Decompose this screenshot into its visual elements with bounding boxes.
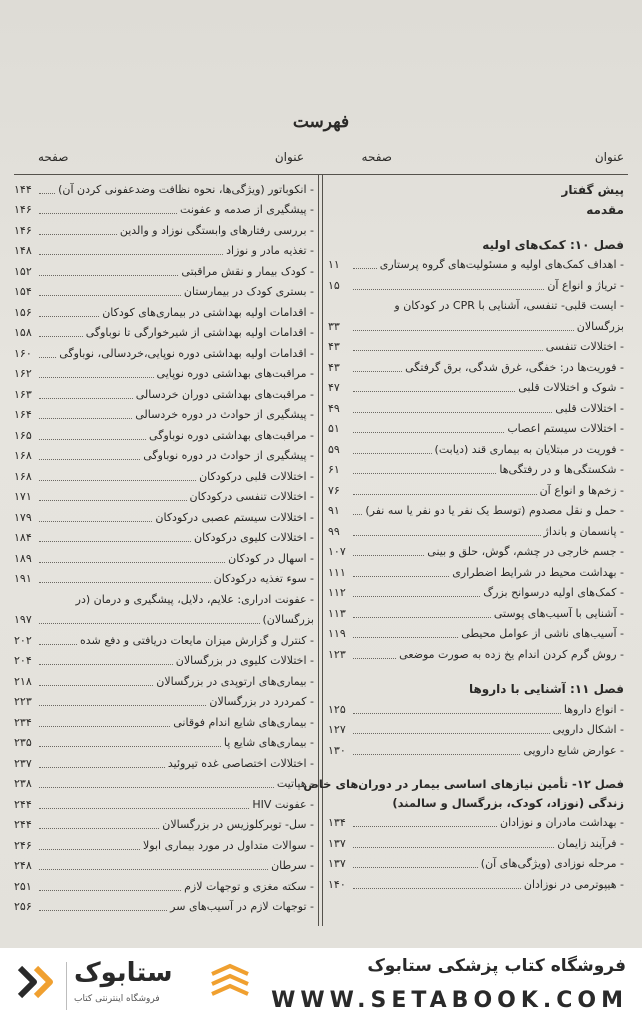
toc-entry-text: - اقدامات اولیه بهداشتی در بیماری‌های کودکان: [102, 305, 314, 319]
toc-page-number: ۱۴۸: [14, 244, 32, 257]
toc-entry-text: - توجهات لازم در آسیب‌های سر: [170, 900, 314, 913]
toc-entry-text: - پانسمان و بانداژ: [543, 524, 624, 538]
toc-page-number: ۲۳۴: [14, 715, 32, 729]
toc-entry-text: - مراقبت‌های بهداشتی دوره نوباوگی: [149, 428, 314, 442]
toc-page-number: ۱۶۵: [14, 428, 32, 442]
toc-entry-text: - کودک بیمار و نقش مراقبتی: [181, 264, 314, 278]
toc-entry-text: - اقدامات اولیه بهداشتی از شیرخوارگی تا نوباوگی: [85, 326, 314, 339]
toc-page-number: ۴۷: [328, 381, 340, 394]
toc-page-number: ۱۲۵: [328, 702, 346, 716]
toc-entry-text: - بهداشت محیط در شرایط اضطراری: [452, 565, 624, 579]
toc-page-number: ۲۳۵: [14, 736, 32, 749]
toc-entry-text: - عفونت HIV: [252, 797, 314, 811]
toc-page-number: ۱۰۷: [328, 545, 346, 558]
toc-right-column: [303, 176, 624, 892]
dot-leader: [39, 890, 181, 891]
toc-entry-text: - اختلالات سیستم عصبی درکودکان: [155, 510, 314, 524]
toc-page-number: ۱۳۴: [328, 816, 346, 829]
toc-page-number: ۱۷۱: [14, 490, 32, 503]
toc-entry: [328, 354, 624, 375]
toc-page-number: ۲۵۱: [14, 879, 32, 893]
dot-leader: [39, 562, 225, 563]
dot-leader: [39, 808, 249, 809]
toc-entry-text: - اختلالات کلیوی درکودکان: [193, 531, 314, 544]
logo-divider: [66, 962, 67, 1010]
toc-entry: [14, 627, 314, 648]
toc-entry-text: - اشکال دارویی: [552, 723, 624, 736]
dot-leader: [353, 412, 552, 413]
toc-entry: [14, 320, 314, 341]
toc-entry: [14, 443, 314, 464]
logo-tagline: فروشگاه اینترنتی کتاب: [74, 994, 160, 1004]
toc-entry: [328, 313, 624, 334]
toc-page-number: ۱۲۷: [328, 723, 346, 736]
toc-entry: [14, 832, 314, 853]
toc-entry-text: - اختلالات کلیوی در بزرگسالان: [175, 654, 314, 667]
dot-leader: [39, 459, 140, 460]
toc-entry-text: - مرحله نوزادی (ویژگی‌های آن): [480, 857, 624, 870]
column-divider-inner: [322, 174, 323, 926]
toc-entry-text: - اختلالات اختصاصی غده تیروئید: [167, 756, 314, 770]
toc-entry-text: - سوالات متداول در مورد بیماری ابولا: [143, 838, 314, 852]
dot-leader: [353, 658, 396, 659]
toc-entry: [328, 810, 624, 831]
toc-entry: [14, 299, 314, 320]
toc-entry: [328, 600, 624, 621]
toc-entry: [328, 641, 624, 662]
chapter-heading: [328, 676, 624, 697]
toc-entry-text: - مراقبت‌های بهداشتی دوران خردسالی: [135, 387, 314, 401]
toc-entry: [14, 504, 314, 525]
toc-page-number: ۳۳: [328, 319, 340, 333]
chapter-heading-text: فصل ۱۰: کمک‌های اولیه: [482, 237, 624, 252]
logo-chevron-icon: [14, 962, 58, 1002]
toc-entry-text: - حمل و نقل مصدوم (توسط یک نفر یا دو نفر یا سه نفر): [365, 504, 624, 517]
chapter-heading: [328, 791, 624, 810]
dot-leader: [353, 888, 521, 889]
toc-entry-text: - شوک و اختلالات قلبی: [518, 381, 624, 394]
toc-page-number: ۱۶۸: [14, 469, 32, 483]
dot-leader: [39, 377, 154, 378]
toc-entry: [14, 545, 314, 566]
toc-page-number: ۹۱: [328, 504, 340, 517]
left-col-page-header: صفحه: [38, 150, 69, 164]
toc-entry: [14, 791, 314, 812]
dot-leader: [39, 336, 83, 337]
dot-leader: [39, 295, 181, 296]
toc-entry-text: - بیماری‌های شایع پا: [223, 736, 314, 749]
toc-entry-text: - بررسی رفتارهای وابستگی نوزاد و والدین: [119, 223, 314, 237]
dot-leader: [353, 371, 402, 372]
toc-page-number: ۴۳: [328, 340, 340, 353]
dot-leader: [39, 582, 211, 583]
toc-page-number: ۱۵۴: [14, 285, 32, 298]
chapter-heading: [328, 197, 624, 218]
toc-entry: [14, 771, 314, 792]
dot-leader: [39, 418, 132, 419]
toc-entry: [328, 272, 624, 293]
chapter-heading-text: پیش گفتار: [561, 182, 624, 197]
chapter-heading: [328, 176, 624, 197]
toc-page-number: ۱۱۹: [328, 627, 346, 640]
toc-entry: [328, 395, 624, 416]
toc-entry: [14, 853, 314, 874]
dot-leader: [39, 254, 223, 255]
toc-entry: [14, 812, 314, 833]
dot-leader: [39, 541, 191, 542]
toc-entry-text: - اختلالات قلبی: [555, 401, 624, 415]
toc-entry-text: - جسم خارجی در چشم، گوش، حلق و بینی: [427, 545, 624, 558]
dot-leader: [39, 500, 187, 501]
toc-entry: [328, 252, 624, 273]
dot-leader: [353, 576, 449, 577]
toc-entry: [14, 709, 314, 730]
dot-leader: [39, 357, 56, 358]
toc-page-number: ۱۶۰: [14, 346, 32, 360]
toc-entry: [328, 375, 624, 396]
toc-page-number: ۱۵۲: [14, 264, 32, 278]
toc-entry: [328, 621, 624, 642]
toc-entry: [328, 457, 624, 478]
toc-entry-text: - پیشگیری از حوادث در دوره نوباوگی: [143, 449, 314, 462]
toc-entry: [328, 559, 624, 580]
toc-entry: [14, 607, 314, 628]
toc-entry-text: - پیشگیری از صدمه و عفونت: [180, 203, 314, 216]
toc-page-number: ۲۴۴: [14, 797, 32, 811]
toc-entry-text: - تغذیه مادر و نوزاد: [226, 244, 314, 257]
toc-page-number: ۱۱۱: [328, 565, 346, 579]
dot-leader: [39, 193, 55, 194]
logo-wordmark: ستابوک: [74, 958, 173, 988]
toc-entry: [14, 566, 314, 587]
toc-entry-text: - بهداشت مادران و نوزادان: [500, 816, 624, 829]
dot-leader: [353, 330, 574, 331]
toc-entry-continued: [14, 586, 314, 607]
toc-entry-text: - بیماری‌های شایع اندام فوقانی: [173, 715, 314, 729]
toc-entry-text: - عفونت ادراری: علایم، دلایل، پیشگیری و درمان (در: [75, 592, 314, 606]
chapter-heading: [328, 231, 624, 252]
bleed-through-texture: [40, 30, 600, 120]
page-title: فهرست: [292, 112, 350, 132]
chapter-heading-text: زندگی (نوزاد، کودک، بزرگسال و سالمند): [392, 795, 624, 810]
toc-entry-text: - انکوباتور (ویژگی‌ها، نحوه نظافت وضدعفونی کردن آن): [58, 182, 314, 196]
toc-left-column: [14, 176, 314, 914]
dot-leader: [39, 910, 167, 911]
dot-leader: [39, 439, 146, 440]
toc-entry: [328, 539, 624, 560]
toc-entry: [14, 361, 314, 382]
dot-leader: [353, 867, 478, 868]
toc-entry-text: - آسیب‌های ناشی از عوامل محیطی: [461, 627, 624, 640]
dot-leader: [39, 623, 260, 624]
toc-page-number: ۱۴۶: [14, 223, 32, 237]
dot-leader: [39, 213, 177, 214]
toc-entry: [328, 871, 624, 892]
dot-leader: [39, 644, 77, 645]
toc-entry-text: - آشنایی با آسیب‌های پوستی: [493, 606, 624, 620]
toc-page-number: ۱۴۶: [14, 203, 32, 216]
dot-leader: [39, 275, 178, 276]
store-logo: [14, 958, 184, 1016]
dot-leader: [353, 847, 554, 848]
toc-entry-text: - اقدامات اولیه بهداشتی دوره نوپایی،خردسالی، نوباوگی: [59, 346, 314, 360]
toc-page-number: ۲۰۴: [14, 654, 32, 667]
toc-page-number: ۱۸۹: [14, 551, 32, 565]
toc-entry-text: - شکستگی‌ها و در رفتگی‌ها: [499, 463, 624, 476]
toc-page-number: ۹۹: [328, 524, 340, 538]
dot-leader: [39, 746, 221, 747]
toc-entry: [14, 873, 314, 894]
dot-leader: [353, 713, 561, 714]
toc-entry: [14, 402, 314, 423]
toc-page-number: ۱۶۸: [14, 449, 32, 462]
dot-leader: [39, 787, 274, 788]
toc-page-number: ۱۵: [328, 278, 340, 292]
toc-entry: [14, 197, 314, 218]
dot-leader: [353, 453, 432, 454]
toc-entry-text: بزرگسالان: [576, 319, 624, 333]
dot-leader: [353, 596, 480, 597]
toc-page-number: ۱۶۲: [14, 367, 32, 380]
toc-page-number: ۲۴۸: [14, 859, 32, 872]
toc-page-number: ۱۴۰: [328, 877, 346, 891]
toc-entry-text: - کنترل و گزارش میزان مایعات دریافتی و دفع شده: [80, 633, 314, 647]
toc-entry: [14, 258, 314, 279]
dot-leader: [39, 849, 140, 850]
toc-page-number: ۲۴۶: [14, 838, 32, 852]
toc-page-number: ۱۹۱: [14, 572, 32, 585]
toc-entry-text: - اختلالات تنفسی درکودکان: [189, 490, 314, 503]
toc-page-number: ۲۰۲: [14, 633, 32, 647]
chapter-heading-text: مقدمه: [586, 203, 624, 217]
dot-leader: [353, 494, 537, 495]
toc-page-number: ۶۱: [328, 463, 340, 476]
toc-entry: [14, 463, 314, 484]
toc-entry-text: - هپاتیت: [276, 777, 314, 790]
column-divider: [318, 174, 319, 926]
toc-entry-text: - بیماری‌های ارتوپدی در بزرگسالان: [156, 674, 314, 688]
store-name: فروشگاه کتاب پزشکی ستابوک: [367, 956, 626, 976]
dot-leader: [39, 521, 152, 522]
toc-entry-text: - بستری کودک در بیمارستان: [183, 285, 314, 298]
store-banner: [0, 948, 642, 1024]
dot-leader: [39, 767, 165, 768]
dot-leader: [39, 685, 153, 686]
toc-entry-text: - اهداف کمک‌های اولیه و مسئولیت‌های گروه پرستاری: [379, 258, 624, 271]
toc-entry: [328, 416, 624, 437]
toc-page-number: ۲۳۸: [14, 777, 32, 790]
store-url[interactable]: WWW.SETABOOK.COM: [271, 988, 628, 1013]
toc-page-number: ۵۹: [328, 442, 340, 456]
toc-page-number: ۴۹: [328, 401, 340, 415]
toc-entry-text: - ایست قلبی- تنفسی، آشنایی با CPR در کودکان و: [394, 299, 624, 312]
toc-entry: [14, 894, 314, 915]
toc-page-number: ۱۳۰: [328, 743, 346, 757]
toc-entry-text: - اختلالات تنفسی: [545, 340, 624, 353]
toc-entry: [328, 717, 624, 738]
section-gap: [328, 217, 624, 231]
toc-page-number: ۱۱: [328, 258, 340, 271]
toc-page-number: ۱۳۷: [328, 857, 346, 870]
toc-page-number: ۱۱۲: [328, 586, 346, 599]
dot-leader: [39, 664, 173, 665]
dot-leader: [353, 733, 550, 734]
toc-entry: [14, 750, 314, 771]
dot-leader: [39, 869, 268, 870]
dot-leader: [39, 316, 99, 317]
toc-entry-text: - روش گرم کردن اندام یخ زده به صورت موضعی: [399, 647, 624, 661]
toc-entry-text: - اختلالات سیستم اعصاب: [507, 422, 624, 435]
toc-entry: [328, 498, 624, 519]
toc-page-number: ۲۵۶: [14, 900, 32, 913]
dot-leader: [39, 480, 196, 481]
toc-page-number: ۱۱۳: [328, 606, 346, 620]
chapter-heading-text: فصل ۱۲- تأمین نیازهای اساسی بیمار در دوران‌های خاص: [303, 776, 624, 791]
toc-entry: [14, 484, 314, 505]
toc-page-number: ۱۵۶: [14, 305, 32, 319]
toc-entry-text: - انواع داروها: [563, 702, 624, 716]
dot-leader: [353, 350, 543, 351]
toc-entry-text: - عوارض شایع دارویی: [523, 743, 624, 757]
toc-entry: [14, 238, 314, 259]
toc-page-number: ۱۶۳: [14, 387, 32, 401]
toc-entry: [328, 737, 624, 758]
toc-entry: [328, 477, 624, 498]
toc-entry: [14, 381, 314, 402]
toc-entry-text: - سکته مغزی و توجهات لازم: [184, 879, 314, 893]
toc-entry: [328, 334, 624, 355]
toc-entry-text: - زخم‌ها و انواع آن: [539, 483, 624, 497]
toc-page-number: ۴۳: [328, 360, 340, 374]
toc-page-number: ۵۱: [328, 422, 340, 435]
toc-page-number: ۱۲۳: [328, 647, 346, 661]
dot-leader: [353, 754, 520, 755]
toc-page-number: ۲۱۸: [14, 674, 32, 688]
dot-leader: [39, 398, 133, 399]
header-rule: [14, 174, 628, 175]
toc-entry-text: - اختلالات قلبی درکودکان: [199, 469, 314, 483]
toc-entry: [14, 217, 314, 238]
toc-entry: [328, 696, 624, 717]
section-gap: [328, 758, 624, 772]
dot-leader: [353, 637, 458, 638]
dot-leader: [353, 826, 497, 827]
toc-entry: [14, 668, 314, 689]
toc-entry: [14, 689, 314, 710]
toc-entry-text: - فوریت در مبتلایان به بیماری قند (دیابت): [434, 442, 624, 456]
dot-leader: [353, 289, 544, 290]
toc-entry: [14, 730, 314, 751]
toc-entry-text: - تریاژ و انواع آن: [547, 278, 624, 292]
section-gap: [328, 662, 624, 676]
dot-leader: [353, 473, 496, 474]
dot-leader: [353, 391, 515, 392]
toc-entry: [328, 830, 624, 851]
dot-leader: [353, 268, 377, 269]
dot-leader: [353, 617, 491, 618]
toc-entry-text: - کمک‌های اولیه درسوانح بزرگ: [483, 586, 624, 599]
toc-page-number: ۲۴۴: [14, 818, 32, 831]
toc-entry-continued: [328, 293, 624, 314]
toc-page-number: ۱۷۹: [14, 510, 32, 524]
toc-entry: [14, 340, 314, 361]
chapter-heading-text: فصل ۱۱: آشنایی با داروها: [468, 682, 624, 696]
toc-page-number: ۱۴۴: [14, 182, 32, 196]
dot-leader: [353, 514, 362, 515]
toc-entry-text: - سوء تغذیه درکودکان: [213, 572, 314, 585]
dot-leader: [39, 726, 170, 727]
toc-page-number: ۱۹۷: [14, 613, 32, 626]
toc-entry: [14, 422, 314, 443]
right-col-page-header: صفحه: [361, 150, 392, 164]
bookshelf-icon: [208, 960, 252, 1004]
toc-entry: [328, 580, 624, 601]
dot-leader: [39, 828, 159, 829]
chapter-heading: [303, 772, 624, 791]
toc-entry-text: - سرطان: [271, 859, 314, 872]
dot-leader: [39, 234, 117, 235]
toc-entry: [14, 648, 314, 669]
toc-entry: [328, 436, 624, 457]
toc-entry-text: - مراقبت‌های بهداشتی دوره نوپایی: [156, 367, 314, 380]
toc-entry: [328, 518, 624, 539]
toc-entry-text: - فوریت‌ها در: خفگی، غرق شدگی، برق گرفتگی: [405, 360, 624, 374]
toc-entry: [14, 525, 314, 546]
toc-page-number: ۷۶: [328, 483, 340, 497]
toc-entry-text: - کمردرد در بزرگسالان: [209, 695, 314, 708]
dot-leader: [353, 555, 424, 556]
toc-entry-text: - فرآیند زایمان: [557, 836, 624, 850]
toc-entry: [14, 279, 314, 300]
dot-leader: [39, 705, 206, 706]
toc-entry-text: - پیشگیری از حوادث در دوره خردسالی: [135, 408, 314, 421]
toc-page-number: ۱۶۴: [14, 408, 32, 421]
dot-leader: [353, 535, 541, 536]
toc-entry-text: - سل- توبرکلوزیس در بزرگسالان: [162, 818, 314, 831]
toc-page-number: ۱۳۷: [328, 836, 346, 850]
dot-leader: [353, 432, 504, 433]
toc-page-number: ۱۵۸: [14, 326, 32, 339]
toc-entry: [14, 176, 314, 197]
toc-page-number: ۲۳۷: [14, 756, 32, 770]
toc-entry: [328, 851, 624, 872]
toc-entry-text: - هیپوترمی در نوزادان: [523, 877, 624, 891]
toc-page-number: ۱۸۴: [14, 531, 32, 544]
left-col-title-header: عنوان: [274, 150, 304, 164]
toc-entry-text: - اسهال در کودکان: [228, 551, 314, 565]
right-col-title-header: عنوان: [594, 150, 624, 164]
toc-entry-text: بزرگسالان): [262, 613, 314, 626]
toc-page-number: ۲۲۳: [14, 695, 32, 708]
